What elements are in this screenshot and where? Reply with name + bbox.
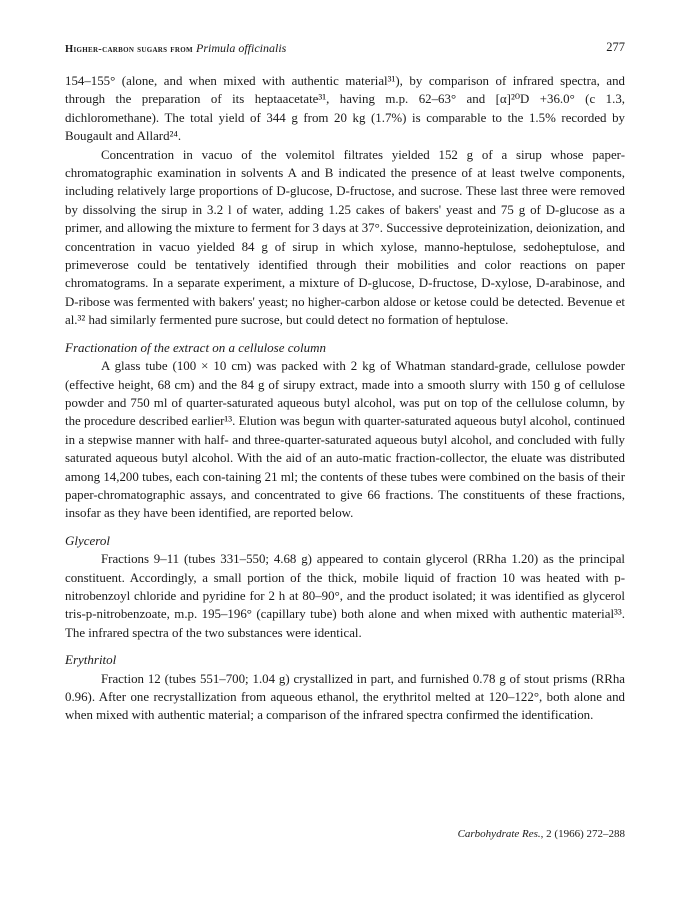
section-heading-fractionation: Fractionation of the extract on a cellulose column — [65, 339, 327, 355]
paragraph-erythritol: Fraction 12 (tubes 551–700; 1.04 g) crystallized in part, and furnished 0.78 g of stout prisms (RRha 0.96). After one recrystallization from aqueous ethanol, the erythritol melted at 120–122°, both alone and when mixed with authentic material; a comparison of the infrared spectra confirmed the identification. — [65, 671, 625, 723]
article-body — [65, 72, 625, 725]
running-head — [65, 41, 625, 59]
paragraph-fermentation: Concentration in vacuo of the volemitol filtrates yielded 152 g of a sirup whose paper-chromatographic examination in solvents A and B indicated the presence of at least twelve components, including relatively large proportions of D-glucose, D-fructose, and sucrose. These last three were removed by dissolving the sirup in 3.2 l of water, adding 1.25 cakes of bakers' yeast and 75 g of D-glucose as a primer, and allowing the mixture to ferment for 3 days at 37°. Successive deproteinization, deionization, and concentration in vacuo yielded 84 g of sirup in which xylose, manno-heptulose, sedoheptulose, and primeverose could be tentatively identified through their mobilities and color reactions on paper chromatograms. In a separate experiment, a mixture of D-glucose, D-fructose, D-xylose, D-arabinose, and D-ribose was fermented with bakers' yeast; no higher-carbon aldose or ketose could be detected. Bevenue et al.³² had similarly fermented pure sucrose, but could detect no formation of heptulose. — [65, 147, 625, 328]
page-number: 277 — [606, 40, 625, 54]
journal-citation: 2 (1966) 272–288 — [546, 828, 625, 840]
running-title — [65, 41, 286, 56]
paragraph-volemitol-yield: 154–155° (alone, and when mixed with authentic material³¹), by comparison of infrared spectra, and through the preparation of its heptaacetate³¹, having m.p. 62–63° and [α]²⁰D +36.0° (c 1.3, dichloromethane). The total yield of 344 g from 20 kg (1.7%) is comparable to the 1.5% recorded by Bougault and Allard²⁴. — [65, 74, 625, 144]
journal-name: Carbohydrate Res., — [457, 828, 544, 840]
running-foot — [458, 828, 625, 840]
section-heading-glycerol: Glycerol — [65, 532, 110, 548]
running-title-species: Primula officinalis — [196, 41, 287, 55]
paragraph-cellulose-column: A glass tube (100 × 10 cm) was packed with 2 kg of Whatman standard-grade, cellulose powder (effective height, 68 cm) and the 84 g of sirupy extract, made into a smooth slurry with 150 g of cellulose powder and 750 ml of quarter-saturated aqueous butyl alcohol, was put on top of the cellulose column, by the procedure described earlier¹³. Elution was begun with quarter-saturated aqueous butyl alcohol, continued in a stepwise manner with half- and three-quarter-saturated aqueous butyl alcohol, and concluded with fully saturated aqueous butyl alcohol. With the aid of an auto-matic fraction-collector, the eluate was distributed among 14,200 tubes, each con-taining 21 ml; the contents of these tubes were combined on the basis of their paper-chromatographic assays, and concentrated to give 66 fractions. The constituents of these fractions, insofar as they have been identified, are reported below. — [65, 359, 625, 521]
section-heading-erythritol: Erythritol — [65, 652, 117, 668]
paragraph-glycerol: Fractions 9–11 (tubes 331–550; 4.68 g) appeared to contain glycerol (RRha 1.20) as the principal constituent. Accordingly, a small portion of the thick, mobile liquid of fraction 10 was heated with p-nitrobenzoyl chloride and pyridine for 2 h at 80–90°, and the product isolated; it was identified as glycerol tris-p-nitrobenzoate, m.p. 195–196° (capillary tube) both alone and when mixed with authentic material³³. The infrared spectra of the two substances were identical. — [65, 552, 625, 640]
running-title-caps: Higher-carbon sugars from — [65, 44, 193, 55]
